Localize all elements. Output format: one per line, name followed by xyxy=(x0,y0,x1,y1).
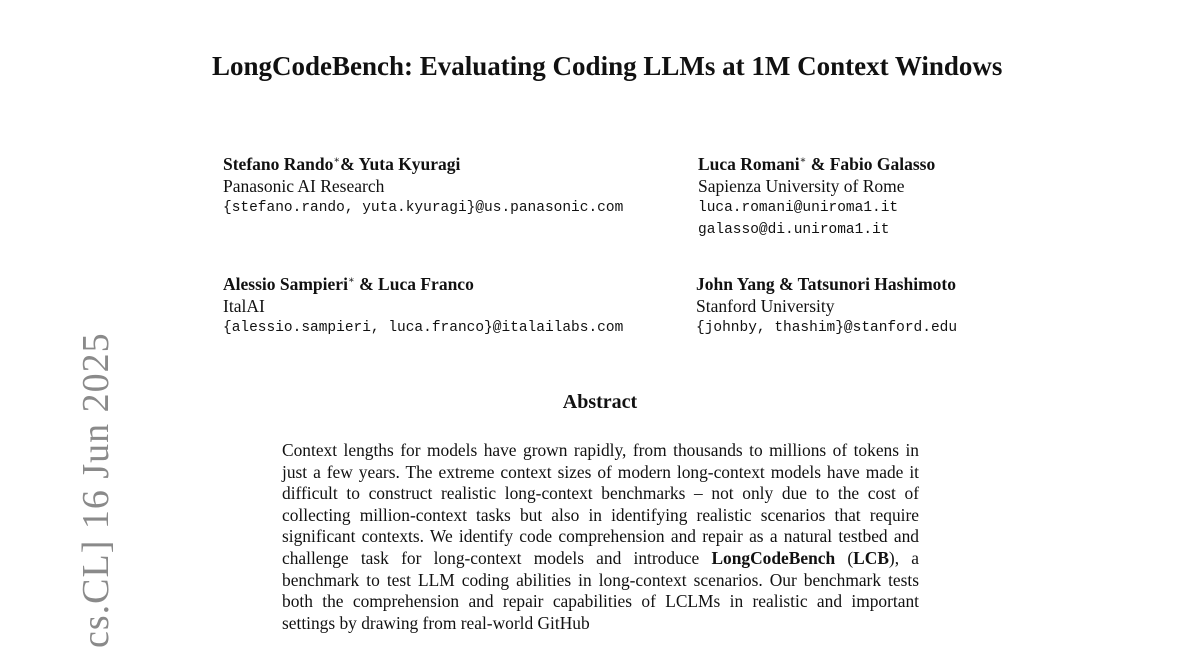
author-block-3 xyxy=(223,270,623,339)
author-names: Luca Romani∗ & Fabio Galasso xyxy=(698,154,936,174)
author-email: {johnby, thashim}@stanford.edu xyxy=(696,320,958,336)
benchmark-name: LongCodeBench xyxy=(711,547,836,568)
author-affiliation: ItalAI xyxy=(223,296,265,316)
paper-title: LongCodeBench: Evaluating Coding LLMs at 1M Context Windows xyxy=(212,51,1003,81)
author-email: luca.romani@uniroma1.it xyxy=(698,200,899,216)
author-names: Stefano Rando∗& Yuta Kyuragi xyxy=(223,154,461,174)
author-block-2 xyxy=(698,150,935,241)
author-names: Alessio Sampieri∗ & Luca Franco xyxy=(223,274,474,294)
benchmark-abbreviation: LCB xyxy=(853,547,889,568)
arxiv-margin-stamp xyxy=(26,310,117,648)
author-block-1 xyxy=(223,150,623,219)
abstract-heading: Abstract xyxy=(562,391,638,413)
arxiv-stamp-text: cs.CL] 16 Jun 2025 xyxy=(75,332,117,648)
author-names: John Yang & Tatsunori Hashimoto xyxy=(696,274,956,294)
author-affiliation: Panasonic AI Research xyxy=(223,176,385,196)
author-email: {alessio.sampieri, luca.franco}@italailabs.com xyxy=(223,320,624,336)
author-affiliation: Stanford University xyxy=(696,296,835,316)
abstract-text: Context lengths for models have grown rapidly, from thousands to millions of tokens in just a few years. The extreme context sizes of modern long-context models have made it difficult to construct realistic long-context benchmarks – not only due to the cost of collecting million-context tasks but also in identifying realistic scenarios that require significant contexts. We identify code comprehension and repair as a natural testbed and challenge task for long-context models and introduce LongCodeBench (LCB), a benchmark to test LLM coding abilities in long-context scenarios. Our benchmark tests both the comprehension and repair capabilities of LCLMs in realistic and important settings by drawing from real-world GitHub xyxy=(282,440,920,633)
author-affiliation: Sapienza University of Rome xyxy=(698,176,905,196)
author-email: {stefano.rando, yuta.kyuragi}@us.panasonic.com xyxy=(223,200,624,216)
author-block-4 xyxy=(696,270,957,339)
author-email: galasso@di.uniroma1.it xyxy=(698,222,890,238)
